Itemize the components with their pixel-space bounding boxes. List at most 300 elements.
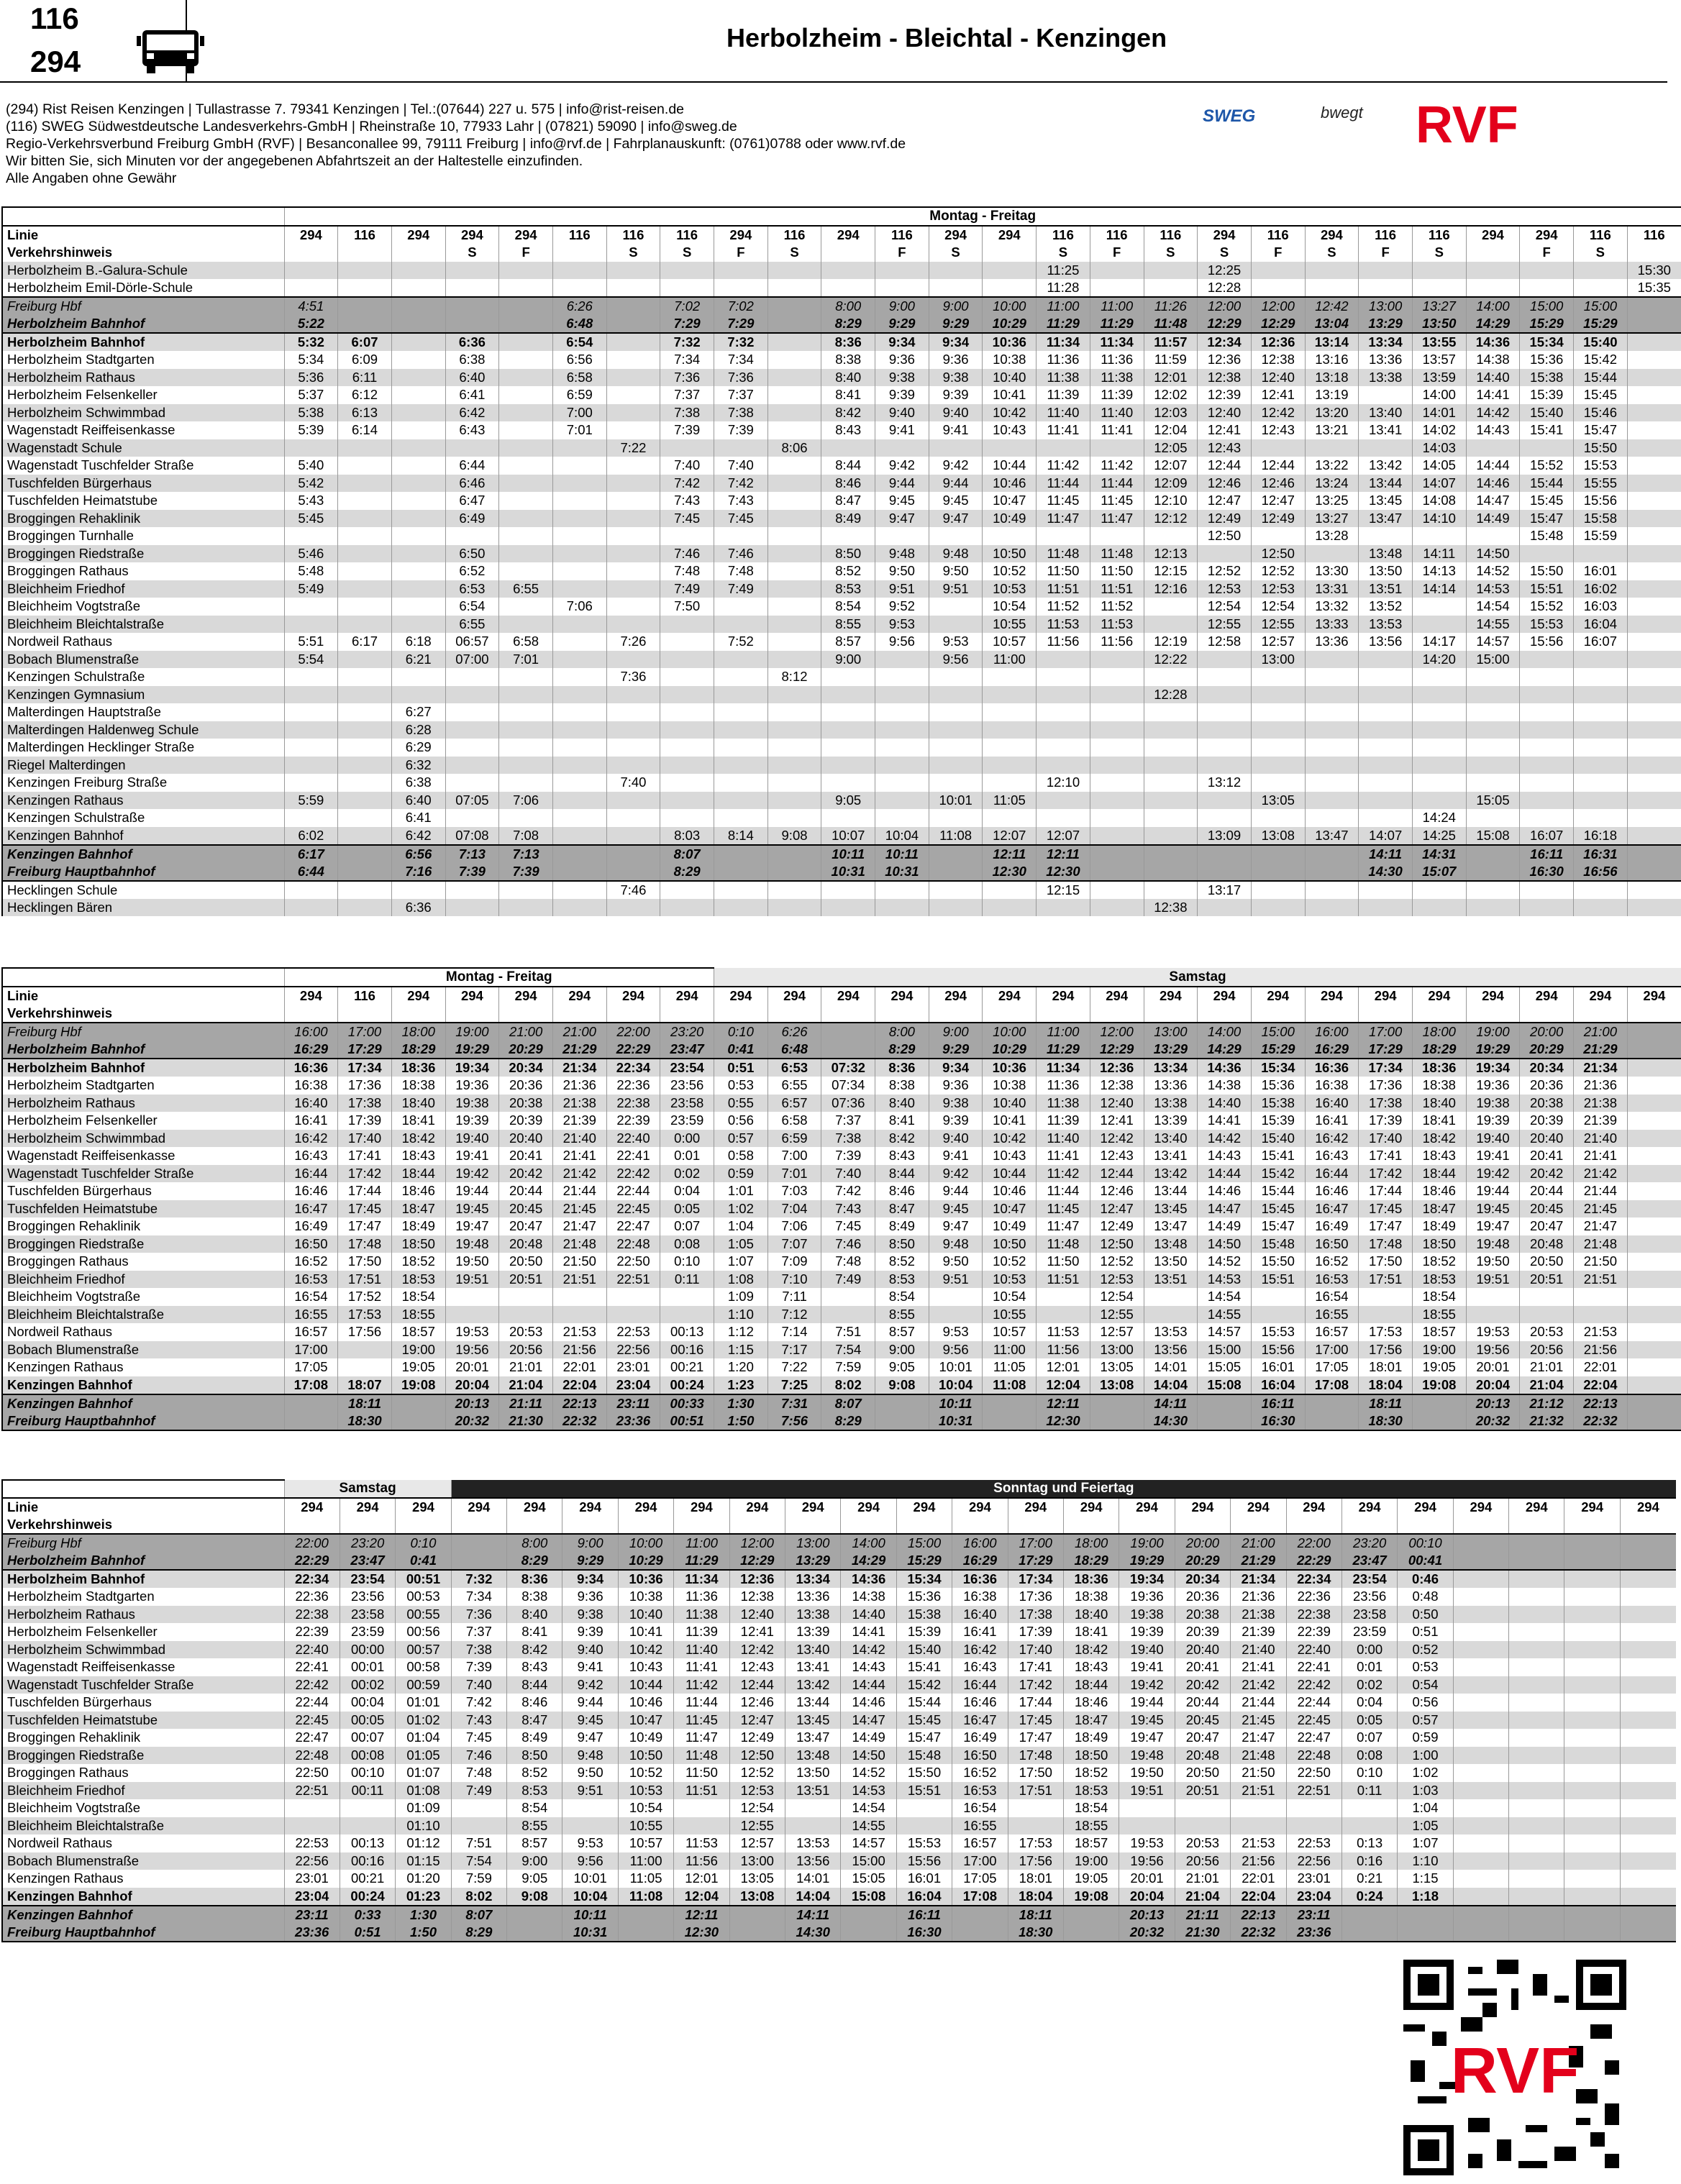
departure-time: [499, 881, 553, 899]
departure-time: 19:00: [391, 1341, 445, 1359]
stop-name: Kenzingen Bahnhof: [2, 1906, 284, 1924]
stop-row: [2, 315, 1681, 333]
departure-time: [821, 439, 875, 457]
departure-time: [338, 297, 392, 315]
departure-time: 01:15: [396, 1852, 451, 1870]
departure-time: [1453, 1552, 1508, 1570]
departure-time: 0:57: [1398, 1712, 1453, 1730]
departure-time: [499, 668, 553, 686]
departure-time: 13:45: [1144, 1200, 1198, 1218]
departure-time: [338, 562, 392, 580]
departure-time: [606, 616, 660, 634]
departure-time: 12:11: [674, 1906, 729, 1924]
departure-time: 14:55: [1466, 616, 1520, 634]
departure-time: 0:21: [1341, 1870, 1397, 1888]
departure-time: 19:47: [445, 1217, 499, 1235]
page-title: Herbolzheim - Bleichtal - Kenzingen: [726, 23, 1167, 52]
info-line: (294) Rist Reisen Kenzingen | Tullastrasse 7. 79341 Kenzingen | Tel.:(07644) 227 u. 575 | info@rist-reisen.de: [6, 101, 685, 117]
departure-time: [391, 881, 445, 899]
departure-time: 10:04: [562, 1888, 618, 1906]
departure-time: 13:25: [1305, 492, 1359, 510]
line-number: 294: [1008, 1498, 1063, 1516]
departure-time: 9:48: [562, 1747, 618, 1765]
traffic-hint: [1305, 1005, 1359, 1023]
departure-time: 22:00: [1286, 1534, 1341, 1552]
departure-time: 6:58: [499, 633, 553, 651]
departure-time: [929, 616, 983, 634]
departure-time: 19:50: [1466, 1253, 1520, 1271]
departure-time: 7:49: [660, 580, 714, 598]
departure-time: 12:10: [1037, 774, 1090, 792]
departure-time: [1620, 1764, 1676, 1782]
departure-time: [499, 475, 553, 493]
departure-time: 22:53: [1286, 1835, 1341, 1852]
departure-time: 15:58: [1574, 510, 1628, 528]
departure-time: 14:36: [841, 1570, 896, 1588]
departure-time: 6:32: [391, 757, 445, 775]
departure-time: [660, 279, 714, 297]
departure-time: 14:46: [1198, 1182, 1252, 1200]
departure-time: [1627, 1165, 1681, 1183]
departure-time: 11:38: [1037, 369, 1090, 387]
departure-time: [499, 510, 553, 528]
departure-time: [1466, 703, 1520, 721]
departure-time: 6:55: [767, 1077, 821, 1095]
departure-time: 22:41: [1286, 1658, 1341, 1676]
departure-time: 13:33: [1305, 616, 1359, 634]
departure-time: 17:00: [284, 1341, 338, 1359]
departure-time: [445, 279, 499, 297]
departure-time: [660, 792, 714, 810]
departure-time: 9:40: [562, 1641, 618, 1659]
departure-time: 00:57: [396, 1641, 451, 1659]
departure-time: [606, 562, 660, 580]
departure-time: [1574, 721, 1628, 739]
departure-time: 12:29: [729, 1552, 785, 1570]
departure-time: 18:29: [1412, 1041, 1466, 1059]
departure-time: 22:32: [1574, 1412, 1628, 1430]
departure-time: [1627, 545, 1681, 563]
departure-time: 16:52: [284, 1253, 338, 1271]
departure-time: 10:54: [983, 598, 1037, 616]
departure-time: 16:47: [1305, 1200, 1359, 1218]
departure-time: 1:09: [714, 1288, 768, 1306]
departure-time: 11:29: [1037, 1041, 1090, 1059]
departure-time: 13:27: [1412, 297, 1466, 315]
departure-time: [1037, 1288, 1090, 1306]
departure-time: 17:56: [338, 1323, 392, 1341]
departure-time: [1564, 1782, 1620, 1800]
table-heading: Montag - Freitag: [284, 968, 714, 987]
departure-time: 10:55: [983, 1306, 1037, 1324]
departure-time: 12:53: [1198, 580, 1252, 598]
departure-time: 20:00: [1520, 1023, 1574, 1041]
departure-time: 20:56: [1175, 1852, 1230, 1870]
departure-time: 7:42: [660, 475, 714, 493]
departure-time: 21:51: [552, 1271, 606, 1289]
departure-time: 14:11: [1412, 545, 1466, 563]
departure-time: 20:34: [499, 1059, 553, 1077]
departure-time: [606, 386, 660, 404]
departure-time: 15:42: [896, 1676, 952, 1694]
departure-time: 9:00: [929, 1023, 983, 1041]
departure-time: 13:53: [1359, 616, 1413, 634]
departure-time: 0:02: [1341, 1676, 1397, 1694]
departure-time: [660, 809, 714, 827]
departure-time: 14:38: [1198, 1077, 1252, 1095]
departure-time: 8:49: [821, 510, 875, 528]
departure-time: 7:48: [714, 562, 768, 580]
departure-time: 19:56: [1119, 1852, 1175, 1870]
departure-time: [1305, 863, 1359, 881]
departure-time: 22:50: [1286, 1764, 1341, 1782]
departure-time: [606, 457, 660, 475]
departure-time: 1:08: [714, 1271, 768, 1289]
departure-time: 12:55: [1251, 616, 1305, 634]
departure-time: 11:05: [983, 792, 1037, 810]
departure-time: 15:53: [896, 1835, 952, 1852]
departure-time: 11:40: [674, 1641, 729, 1659]
departure-time: 12:02: [1144, 386, 1198, 404]
departure-time: 7:59: [821, 1358, 875, 1376]
stop-name: Herbolzheim Schwimmbad: [2, 1130, 284, 1148]
departure-time: [1453, 1623, 1508, 1641]
departure-time: 11:44: [674, 1694, 729, 1712]
departure-time: 18:52: [391, 1253, 445, 1271]
departure-time: [929, 279, 983, 297]
departure-time: 0:41: [714, 1041, 768, 1059]
departure-time: [606, 757, 660, 775]
departure-time: 11:48: [1037, 545, 1090, 563]
stop-name: Bleichheim Bleichtalstraße: [2, 616, 284, 634]
departure-time: 18:41: [1063, 1623, 1119, 1641]
departure-time: 7:40: [606, 774, 660, 792]
departure-time: [451, 1534, 506, 1552]
departure-time: [1620, 1799, 1676, 1817]
departure-time: 19:50: [445, 1253, 499, 1271]
departure-time: [983, 809, 1037, 827]
departure-time: 7:34: [451, 1588, 506, 1606]
departure-time: 0:53: [714, 1077, 768, 1095]
departure-time: 0:41: [396, 1552, 451, 1570]
departure-time: 10:44: [983, 1165, 1037, 1183]
departure-time: [875, 439, 929, 457]
departure-time: [1564, 1552, 1620, 1570]
departure-time: 13:39: [785, 1623, 841, 1641]
departure-time: 5:32: [284, 333, 338, 351]
line-number: 116: [552, 226, 606, 244]
departure-time: [606, 809, 660, 827]
line-number: 294: [391, 226, 445, 244]
departure-time: 22:47: [1286, 1729, 1341, 1747]
departure-time: [1520, 279, 1574, 297]
departure-time: 22:56: [284, 1852, 340, 1870]
departure-time: 8:54: [875, 1288, 929, 1306]
departure-time: [1144, 527, 1198, 545]
departure-time: 1:04: [1398, 1799, 1453, 1817]
departure-time: [1627, 809, 1681, 827]
line-number: 294: [1119, 1498, 1175, 1516]
departure-time: [1564, 1694, 1620, 1712]
departure-time: 20:00: [1175, 1534, 1230, 1552]
departure-time: 16:40: [1305, 1095, 1359, 1112]
departure-time: 13:29: [1359, 315, 1413, 333]
departure-time: [1509, 1924, 1564, 1942]
departure-time: [674, 1799, 729, 1817]
traffic-hint: [338, 1005, 392, 1023]
departure-time: [552, 262, 606, 280]
departure-time: 14:29: [841, 1552, 896, 1570]
stop-name: Malterdingen Hauptstraße: [2, 703, 284, 721]
stop-name: Herbolzheim Schwimmbad: [2, 1641, 284, 1659]
departure-time: 12:15: [1037, 881, 1090, 899]
departure-time: [1453, 1534, 1508, 1552]
departure-time: [1231, 1817, 1286, 1835]
departure-time: 0:05: [660, 1200, 714, 1218]
departure-time: [338, 545, 392, 563]
departure-time: 8:46: [507, 1694, 562, 1712]
departure-time: 20:36: [1520, 1077, 1574, 1095]
departure-time: 12:05: [1144, 439, 1198, 457]
departure-time: [1198, 757, 1252, 775]
departure-time: 15:39: [896, 1623, 952, 1641]
departure-time: 21:01: [499, 1358, 553, 1376]
departure-time: 1:10: [1398, 1852, 1453, 1870]
departure-time: 00:59: [396, 1676, 451, 1694]
departure-time: 22:41: [284, 1658, 340, 1676]
stop-row: [2, 1764, 1676, 1782]
departure-time: 9:56: [929, 651, 983, 669]
departure-time: 14:57: [1466, 633, 1520, 651]
departure-time: 14:40: [841, 1606, 896, 1624]
departure-time: 14:41: [1466, 386, 1520, 404]
departure-time: [552, 792, 606, 810]
departure-time: 20:53: [1520, 1323, 1574, 1341]
departure-time: 0:51: [340, 1924, 395, 1942]
departure-time: [821, 686, 875, 704]
departure-time: 23:47: [340, 1552, 395, 1570]
departure-time: 21:29: [1574, 1041, 1628, 1059]
departure-time: 20:51: [1175, 1782, 1230, 1800]
departure-time: [1251, 757, 1305, 775]
departure-time: [445, 757, 499, 775]
stop-row: [2, 863, 1681, 881]
departure-time: [606, 739, 660, 757]
departure-time: 18:36: [391, 1059, 445, 1077]
traffic-hint: [507, 1516, 562, 1534]
departure-time: 13:53: [1144, 1323, 1198, 1341]
departure-time: [338, 881, 392, 899]
departure-time: [338, 863, 392, 881]
departure-time: [606, 297, 660, 315]
departure-time: 12:01: [1037, 1358, 1090, 1376]
hint-row: [2, 244, 1681, 262]
departure-time: 11:25: [1037, 262, 1090, 280]
departure-time: 12:00: [1090, 1023, 1144, 1041]
departure-time: 0:07: [660, 1217, 714, 1235]
departure-time: 17:05: [284, 1358, 338, 1376]
departure-time: 19:48: [1466, 1235, 1520, 1253]
departure-time: 18:52: [1063, 1764, 1119, 1782]
departure-time: 23:11: [606, 1394, 660, 1412]
timetable-saturday-sunday: [1, 1479, 1676, 1942]
timetable-weekday-1: [1, 206, 1681, 916]
traffic-hint: [1466, 1005, 1520, 1023]
departure-time: 23:54: [660, 1059, 714, 1077]
departure-time: 14:38: [841, 1588, 896, 1606]
line-number: 294: [1412, 987, 1466, 1005]
stop-row: [2, 1200, 1681, 1218]
departure-time: [606, 262, 660, 280]
departure-time: 9:50: [929, 562, 983, 580]
departure-time: 0:07: [1341, 1729, 1397, 1747]
departure-time: [660, 1288, 714, 1306]
label-linie: Linie: [2, 226, 284, 244]
departure-time: 12:04: [1144, 421, 1198, 439]
departure-time: 9:52: [875, 598, 929, 616]
departure-time: 9:38: [562, 1606, 618, 1624]
line-number: 294: [445, 987, 499, 1005]
departure-time: 12:44: [729, 1676, 785, 1694]
stop-row: [2, 1358, 1681, 1376]
traffic-hint: [391, 1005, 445, 1023]
departure-time: 17:05: [952, 1870, 1008, 1888]
traffic-hint: [1509, 1516, 1564, 1534]
departure-time: 23:59: [1341, 1623, 1397, 1641]
departure-time: 14:42: [1466, 404, 1520, 422]
departure-time: [606, 1306, 660, 1324]
departure-time: [1627, 439, 1681, 457]
departure-time: [445, 686, 499, 704]
departure-time: 18:42: [391, 1130, 445, 1148]
departure-time: 16:54: [284, 1288, 338, 1306]
departure-time: 15:47: [896, 1729, 952, 1747]
departure-time: [552, 439, 606, 457]
departure-time: 1:07: [1398, 1835, 1453, 1852]
departure-time: 12:38: [1144, 899, 1198, 917]
rvf-logo-text: RVF: [1416, 96, 1518, 154]
departure-time: 0:01: [660, 1147, 714, 1165]
departure-time: 22:40: [284, 1641, 340, 1659]
departure-time: [983, 757, 1037, 775]
departure-time: 20:39: [499, 1112, 553, 1130]
traffic-hint: S: [660, 244, 714, 262]
departure-time: [1466, 845, 1520, 863]
departure-time: 17:44: [338, 1182, 392, 1200]
departure-time: 1:07: [714, 1253, 768, 1271]
departure-time: 22:40: [1286, 1641, 1341, 1659]
departure-time: 19:56: [1466, 1341, 1520, 1359]
departure-time: [929, 668, 983, 686]
departure-time: 16:04: [1251, 1376, 1305, 1394]
departure-time: [1453, 1747, 1508, 1765]
departure-time: [1564, 1712, 1620, 1730]
departure-time: 6:12: [338, 386, 392, 404]
departure-time: 7:45: [821, 1217, 875, 1235]
departure-time: 14:20: [1412, 651, 1466, 669]
stop-name: Freiburg Hauptbahnhof: [2, 863, 284, 881]
stop-name: Tuschfelden Bürgerhaus: [2, 1694, 284, 1712]
departure-time: 9:08: [507, 1888, 562, 1906]
departure-time: 19:00: [1063, 1852, 1119, 1870]
departure-time: 13:16: [1305, 351, 1359, 369]
departure-time: [1359, 757, 1413, 775]
departure-time: [1305, 686, 1359, 704]
departure-time: 9:36: [562, 1588, 618, 1606]
departure-time: 18:36: [1412, 1059, 1466, 1077]
departure-time: 12:07: [983, 827, 1037, 845]
departure-time: [929, 686, 983, 704]
departure-time: [499, 686, 553, 704]
traffic-hint: [1286, 1516, 1341, 1534]
traffic-hint: S: [606, 244, 660, 262]
departure-time: 6:17: [284, 845, 338, 863]
departure-time: 6:26: [767, 1023, 821, 1041]
departure-time: [952, 1924, 1008, 1942]
departure-time: 8:38: [507, 1588, 562, 1606]
departure-time: 22:45: [1286, 1712, 1341, 1730]
departure-time: 6:17: [338, 633, 392, 651]
line-number: 294: [952, 1498, 1008, 1516]
departure-time: 6:58: [552, 369, 606, 387]
departure-time: [875, 899, 929, 917]
departure-time: 6:11: [338, 369, 392, 387]
departure-time: 14:02: [1412, 421, 1466, 439]
bus-icon: [137, 27, 205, 75]
departure-time: 7:43: [660, 492, 714, 510]
departure-time: [983, 899, 1037, 917]
departure-time: [1144, 845, 1198, 863]
departure-time: [1453, 1712, 1508, 1730]
departure-time: 15:40: [1574, 333, 1628, 351]
departure-time: [1466, 686, 1520, 704]
departure-time: [1090, 262, 1144, 280]
departure-time: 16:57: [952, 1835, 1008, 1852]
departure-time: [875, 1412, 929, 1430]
stop-name: Wagenstadt Reiffeisenkasse: [2, 421, 284, 439]
departure-time: 7:42: [714, 475, 768, 493]
departure-time: 7:36: [660, 369, 714, 387]
departure-time: [1453, 1888, 1508, 1906]
departure-time: 17:00: [338, 1023, 392, 1041]
traffic-hint: S: [929, 244, 983, 262]
departure-time: [714, 792, 768, 810]
departure-time: 21:56: [1231, 1852, 1286, 1870]
line-number: 116: [1090, 226, 1144, 244]
stop-name: Malterdingen Hecklinger Straße: [2, 739, 284, 757]
departure-time: 22:47: [606, 1217, 660, 1235]
departure-time: 11:56: [1090, 633, 1144, 651]
departure-time: [1627, 1323, 1681, 1341]
departure-time: [821, 279, 875, 297]
departure-time: 19:05: [391, 1358, 445, 1376]
departure-time: 8:29: [821, 1412, 875, 1430]
departure-time: [552, 686, 606, 704]
departure-time: 21:32: [1520, 1412, 1574, 1430]
departure-time: [1574, 739, 1628, 757]
departure-time: 19:39: [445, 1112, 499, 1130]
departure-time: 11:48: [1144, 315, 1198, 333]
departure-time: 21:44: [1574, 1182, 1628, 1200]
departure-time: [1520, 739, 1574, 757]
departure-time: 6:36: [391, 899, 445, 917]
departure-time: 6:59: [767, 1130, 821, 1148]
departure-time: [606, 510, 660, 528]
departure-time: 7:06: [767, 1217, 821, 1235]
departure-time: [552, 580, 606, 598]
departure-time: 12:28: [1144, 686, 1198, 704]
departure-time: 16:56: [1574, 863, 1628, 881]
